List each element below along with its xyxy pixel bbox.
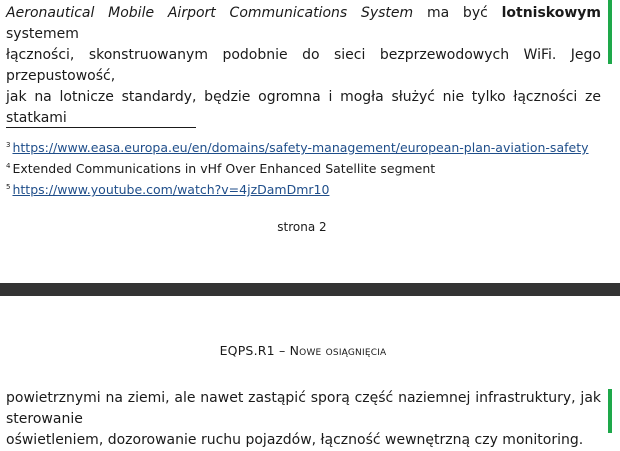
header-dash: – [278, 343, 286, 358]
term-italic: Aeronautical Mobile Airport Communications System [6, 5, 414, 21]
body-paragraph [6, 3, 601, 129]
page-separator [0, 283, 620, 296]
header-code: EQPS.R1 [219, 343, 275, 358]
footnote-link[interactable]: https://www.youtube.com/watch?v=4jzDamDmr10 [12, 182, 330, 197]
page-header [0, 343, 606, 358]
footnote-3: $^3$ https://www.easa.europa.eu/en/domains/safety-management/european-plan-aviation-safety [6, 140, 589, 155]
paragraph-line: Aeronautical Mobile Airport Communications System ma być lotniskowym systemem [6, 5, 602, 42]
page-number: strona 2 [277, 220, 327, 234]
header-title: Nowe osiągnięcia [289, 343, 387, 358]
footnote-5: $^5$ https://www.youtube.com/watch?v=4jzDamDmr10 [6, 182, 330, 197]
paragraph-line: jak na lotnicze standardy, będzie ogromna i mogła służyć nie tylko łączności ze statkami [6, 89, 601, 126]
paragraph-line: powietrznymi na ziemi, ale nawet zastąpić sporą część naziemnej infrastruktury, jak sterowanie [6, 390, 601, 427]
change-bar [608, 389, 612, 433]
term-bold: lotniskowym [501, 5, 602, 21]
footnote-4: $^4$ Extended Communications in vHf Over Enhanced Satellite segment [6, 161, 436, 176]
footnote-separator [6, 127, 196, 128]
body-paragraph [6, 388, 601, 451]
footnotes [6, 136, 589, 199]
paragraph-line: oświetleniem, dozorowanie ruchu pojazdów, łączność wewnętrzną czy monitoring. [6, 432, 584, 448]
paragraph-line: łączności, skonstruowanym podobnie do sieci bezprzewodowych WiFi. Jego przepustowość, [6, 47, 601, 84]
footnote-link[interactable]: https://www.easa.europa.eu/en/domains/safety-management/european-plan-aviation-safety [12, 140, 589, 155]
change-bar [608, 0, 612, 64]
